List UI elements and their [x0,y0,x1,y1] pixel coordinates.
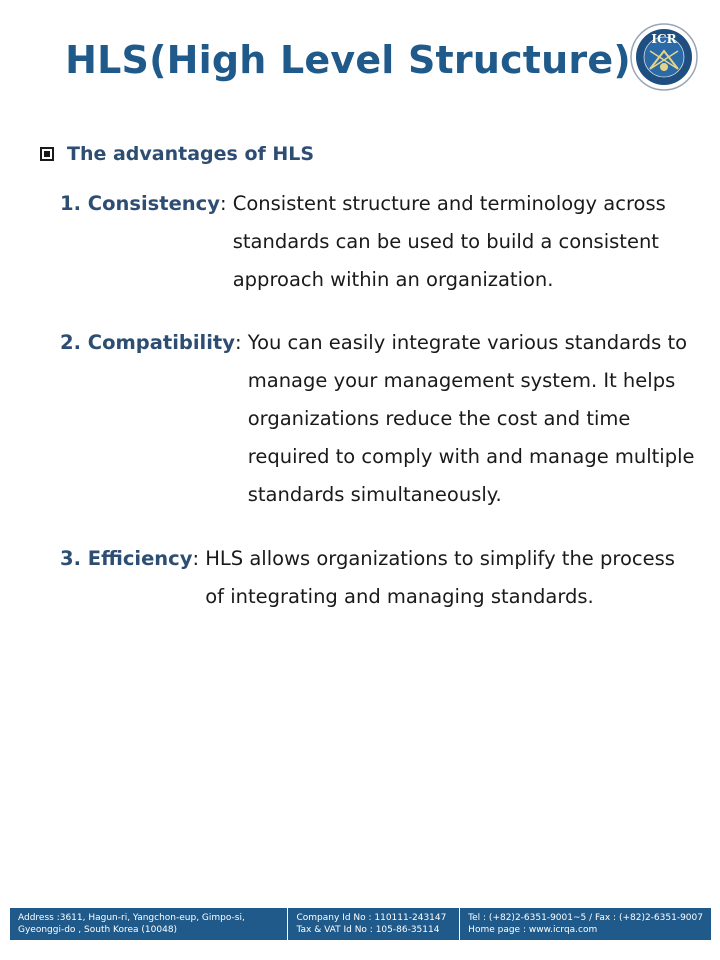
item-text [233,185,666,299]
item-label: 1. Consistency [60,192,220,215]
item-line: standards can be used to build a consistent [232,230,659,253]
footer-bar [10,908,711,940]
item-line: required to comply with and manage multiple [247,445,695,468]
footer-company-ids [287,908,459,940]
footer-tax-id: Tax & VAT Id No : 105-86-35114 [296,925,440,935]
section-heading [40,143,314,165]
item-line: organizations reduce the cost and time [247,407,631,430]
footer-contact [459,908,711,940]
footer-company-id: Company Id No : 110111-243147 [296,913,447,923]
item-line: Consistent structure and terminology across [232,192,666,215]
footer-homepage: Home page : www.icrqa.com [468,925,598,935]
item-line: standards simultaneously. [247,483,502,506]
item-line: of integrating and managing standards. [205,585,594,608]
checkbox-square-icon [40,147,54,161]
item-label: 3. Efficiency [60,547,193,570]
footer-address [10,908,287,940]
item-label: 2. Compatibility [60,331,235,354]
footer-address-line: Address :3611, Hagun-ri, Yangchon-eup, Gimpo-si, [18,913,245,923]
item-text [248,324,695,514]
item-text [205,540,675,616]
logo-letters: ICR [651,32,677,46]
item-line: HLS allows organizations to simplify the process [205,547,675,570]
item-line: approach within an organization. [232,268,554,291]
item-line: You can easily integrate various standards to [247,331,688,354]
page-title: HLS(High Level Structure) [65,38,631,82]
list-item-efficiency: 3. Efficiency : HLS allows organizations to simplify the process of integrating and managing standards. [60,540,675,616]
list-item-compatibility: 2. Compatibility : You can easily integrate various standards to manage your management system. It helps organizations reduce the cost and time required to comply with and manage multiple standards simultaneously. [60,324,695,514]
list-item-consistency: 1. Consistency : Consistent structure and terminology across standards can be used to build a consistent approach within an organization. [60,185,666,299]
item-line: manage your management system. It helps [247,369,676,392]
icr-seal-logo-icon [630,23,698,91]
footer-address-line: Gyeonggi-do , South Korea (10048) [18,925,178,935]
footer-tel-fax: Tel : (+82)2-6351-9001~5 / Fax : (+82)2-6351-9007 [468,913,703,923]
section-heading-text: The advantages of HLS [67,143,315,165]
